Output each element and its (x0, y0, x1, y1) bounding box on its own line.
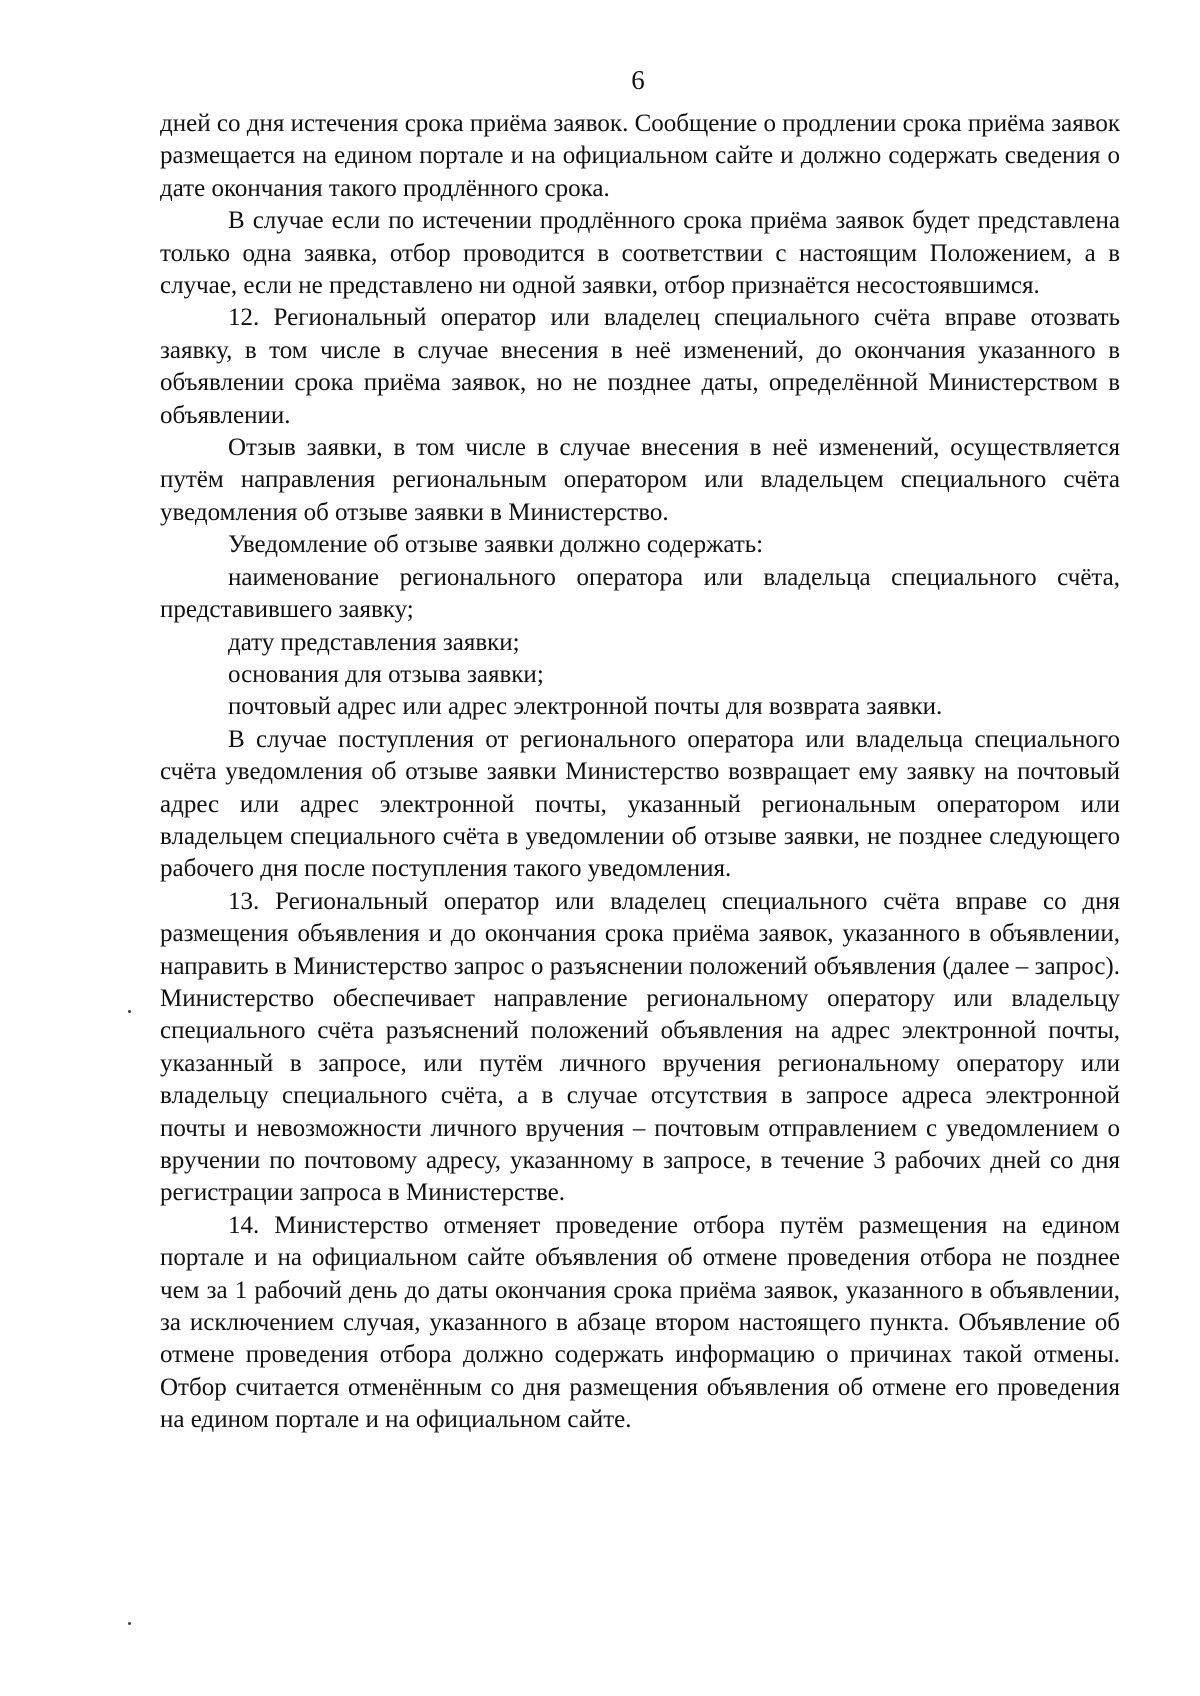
document-body (160, 108, 1120, 1437)
paragraph-clause-13: 13. Региональный оператор или владелец специального счёта вправе со дня размещения объявления и до окончания срока приёма заявок, указанного в объявлении, направить в Министерство запрос о разъяснении положений объявления (далее – запрос). Министерство обеспечивает направление региональному оператору или владельцу специального счёта разъяснений положений объявления на адрес электронной почты, указанный в запросе, или путём личного вручения региональному оператору или владельцу специального счёта, а в случае отсутствия в запросе адреса электронной почты и невозможности личного вручения – почтовым отправлением с уведомлением о вручении по почтовому адресу, указанному в запросе, в течение 3 рабочих дней со дня регистрации запроса в Министерстве. (160, 887, 1120, 1207)
paragraph-withdrawal-procedure: Отзыв заявки, в том числе в случае внесения в неё изменений, осуществляется путём направления региональным оператором или владельцем специального счёта уведомления об отзыве заявки в Министерство. (160, 434, 1120, 526)
page-number: 6 (631, 65, 645, 95)
paragraph-clause-12: 12. Региональный оператор или владелец специального счёта вправе отозвать заявку, в том числе в случае внесения в неё изменений, до окончания указанного в объявлении срока приёма заявок, но не позднее даты, определённой Министерством в объявлении. (160, 304, 1120, 429)
paragraph-extension-outcome: В случае если по истечении продлённого срока приёма заявок будет представлена только одна заявка, отбор проводится в соответствии с настоящим Положением, а в случае, если не представлено ни одной заявки, отбор признаётся несостоявшимся. (160, 207, 1120, 300)
paragraph-continuation: дней со дня истечения срока приёма заявок. Сообщение о продлении срока приёма заявок размещается на едином портале и на официальном сайте и должно содержать сведения о дате окончания такого продлённого срока. (160, 110, 1120, 202)
list-item-date: дату представления заявки; (228, 628, 520, 656)
list-item-name: наименование регионального оператора или владельца специального счёта, представившего заявку; (160, 563, 1120, 624)
paragraph-clause-14: 14. Министерство отменяет проведение отбора путём размещения на едином портале и на официальном сайте объявления об отмене проведения отбора не позднее чем за 1 рабочий день до даты окончания срока приёма заявок, указанного в объявлении, за исключением случая, указанного в абзаце втором настоящего пункта. Объявление об отмене проведения отбора должно содержать информацию о причинах такой отмены. Отбор считается отменённым со дня размещения объявления об отмене его проведения на едином портале и на официальном сайте. (160, 1211, 1120, 1434)
scan-speck (128, 1622, 131, 1625)
list-item-grounds: основания для отзыва заявки; (228, 660, 544, 688)
paragraph-return-of-application: В случае поступления от регионального оператора или владельца специального счёта уведомления об отзыве заявки Министерство возвращает ему заявку на почтовый адрес или адрес электронной почты, указанный региональным оператором или владельцем специального счёта в уведомлении об отзыве заявки, не позднее следующего рабочего дня после поступления такого уведомления. (160, 725, 1120, 883)
paragraph-notice-contents: Уведомление об отзыве заявки должно содержать: (228, 531, 764, 559)
scan-speck (128, 1010, 131, 1013)
list-item-address: почтовый адрес или адрес электронной почты для возврата заявки. (228, 693, 943, 721)
